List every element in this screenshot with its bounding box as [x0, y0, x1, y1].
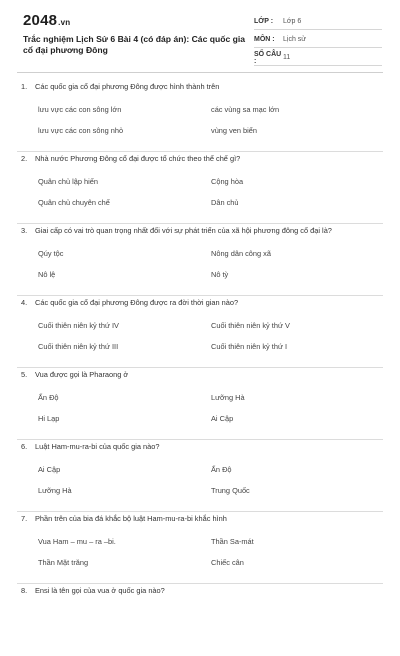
- meta-value: Lớp 6: [283, 18, 302, 25]
- answer-option[interactable]: Chiếc cân: [211, 558, 244, 567]
- meta-row-question-count: [254, 50, 382, 66]
- meta-label: SỐ CÂU :: [254, 50, 282, 65]
- answer-option[interactable]: Hi Lạp: [38, 414, 60, 423]
- answer-option[interactable]: Cuối thiên niên kỷ thứ I: [211, 342, 288, 351]
- answer-option[interactable]: Trung Quốc: [211, 486, 250, 495]
- question-item: [17, 584, 383, 656]
- question-item: [17, 512, 383, 584]
- question-text: 5. Vua được gọi là Pharaong ở: [21, 370, 129, 379]
- answer-option[interactable]: Thần Sa-mát: [211, 537, 254, 546]
- question-number: 4.: [21, 298, 28, 307]
- answer-option[interactable]: Dân chủ: [211, 198, 239, 207]
- question-number: 6.: [21, 442, 28, 451]
- header-divider: [17, 72, 383, 73]
- question-text: 2. Nhà nước Phương Đông cổ đại được tổ chức theo thể chế gì?: [21, 154, 241, 163]
- meta-label: MÔN :: [254, 36, 275, 43]
- meta-value: 11: [283, 54, 291, 61]
- meta-row-class: [254, 14, 382, 30]
- answer-option[interactable]: Lưỡng Hà: [38, 486, 72, 495]
- question-list: [0, 80, 400, 656]
- question-item: [17, 80, 383, 152]
- answer-option[interactable]: Qúy tộc: [38, 249, 64, 258]
- page-title: Trắc nghiệm Lịch Sử 6 Bài 4 (có đáp án): Các quốc gia cổ đại phương Đông: [23, 34, 246, 55]
- question-text: 7. Phần trên của bia đá khắc bộ luật Ham-mu-ra-bi khắc hình: [21, 514, 227, 523]
- question-item: [17, 296, 383, 368]
- question-number: 3.: [21, 226, 28, 235]
- answer-option[interactable]: Nô lệ: [38, 270, 56, 279]
- answer-option[interactable]: Cuối thiên niên kỷ thứ V: [211, 321, 290, 330]
- answer-option[interactable]: Thần Mặt trăng: [38, 558, 89, 567]
- answer-option[interactable]: Cộng hòa: [211, 177, 244, 186]
- meta-row-subject: [254, 32, 382, 48]
- answer-option[interactable]: Cuối thiên niên kỷ thứ IV: [38, 321, 119, 330]
- answer-option[interactable]: vùng ven biển: [211, 126, 258, 135]
- question-item: [17, 152, 383, 224]
- answer-option[interactable]: các vùng sa mạc lớn: [211, 105, 280, 114]
- answer-option[interactable]: Quân chủ lập hiến: [38, 177, 98, 186]
- answer-option[interactable]: Nô tỳ: [211, 270, 229, 279]
- question-text: 6. Luật Ham-mu-ra-bi của quốc gia nào?: [21, 442, 160, 451]
- answer-option[interactable]: Lưỡng Hà: [211, 393, 245, 402]
- question-text: 3. Giai cấp có vai trò quan trọng nhất đối với sự phát triển của xã hội phương đông cổ đại là?: [21, 226, 332, 235]
- answer-option[interactable]: lưu vực các con sông nhỏ: [38, 126, 124, 135]
- question-text: 4. Các quốc gia cổ đại phương Đông được ra đời thời gian nào?: [21, 298, 239, 307]
- answer-option[interactable]: Quân chủ chuyên chế: [38, 198, 110, 207]
- answer-option[interactable]: Ai Cập: [211, 414, 234, 423]
- answer-option[interactable]: lưu vực các con sông lớn: [38, 105, 122, 114]
- question-item: [17, 440, 383, 512]
- question-number: 2.: [21, 154, 28, 163]
- question-number: 7.: [21, 514, 28, 523]
- question-text: 8. Ensi là tên gọi của vua ở quốc gia nào?: [21, 586, 165, 595]
- document-header: [0, 0, 400, 72]
- question-item: [17, 368, 383, 440]
- answer-option[interactable]: Nông dân công xã: [211, 249, 271, 258]
- answer-option[interactable]: Vua Ham – mu – ra –bi.: [38, 537, 116, 546]
- answer-option[interactable]: Cuối thiên niên kỷ thứ III: [38, 342, 119, 351]
- meta-value: Lịch sử: [283, 36, 306, 43]
- meta-label: LỚP :: [254, 18, 274, 25]
- question-text: 1. Các quốc gia cổ đại phương Đông được hình thành trên: [21, 82, 220, 91]
- meta-info: [254, 14, 382, 66]
- question-number: 1.: [21, 82, 28, 91]
- site-logo[interactable]: 2048.vn: [23, 12, 71, 29]
- question-item: [17, 224, 383, 296]
- answer-option[interactable]: Ấn Độ: [211, 465, 232, 474]
- question-number: 8.: [21, 586, 28, 595]
- answer-option[interactable]: Ai Cập: [38, 465, 61, 474]
- question-number: 5.: [21, 370, 28, 379]
- answer-option[interactable]: Ấn Độ: [38, 393, 59, 402]
